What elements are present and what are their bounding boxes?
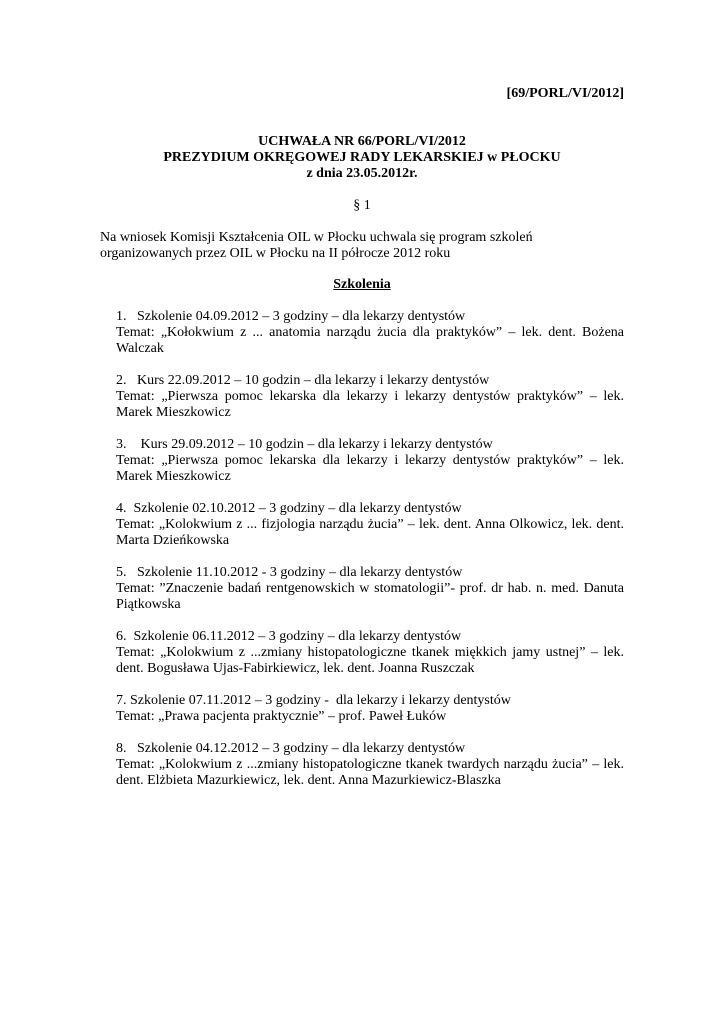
issuing-body: PREZYDIUM OKRĘGOWEJ RADY LEKARSKIEJ w PŁOCKU (163, 150, 561, 165)
resolution-header (100, 134, 624, 182)
intro-text: Na wniosek Komisji Kształcenia OIL w Płocku uchwala się program szkoleń organizowanych przez OIL w Płocku na II półrocze 2012 roku (100, 230, 533, 261)
training-list (116, 309, 624, 805)
training-topic: Temat: „Kołokwium z ... anatomia narządu żucia dla praktyków” – lek. dent. Bożena Walczak (116, 325, 624, 356)
training-heading: 6. Szkolenie 06.11.2012 – 3 godziny – dla lekarzy dentystów (116, 629, 462, 644)
training-heading: 3. Kurs 29.09.2012 – 10 godzin – dla lekarzy i lekarzy dentystów (116, 437, 493, 452)
document-reference: [69/PORL/VI/2012] (506, 86, 624, 101)
training-topic: Temat: ”Znaczenie badań rentgenowskich w stomatologii”- prof. dr hab. n. med. Danuta Piątkowska (116, 581, 624, 612)
list-item (116, 437, 624, 485)
training-heading: 1. Szkolenie 04.09.2012 – 3 godziny – dla lekarzy dentystów (116, 309, 466, 324)
training-heading: 5. Szkolenie 11.10.2012 - 3 godziny – dla lekarzy dentystów (116, 565, 463, 580)
resolution-date: z dnia 23.05.2012r. (306, 166, 418, 181)
resolution-number: UCHWAŁA NR 66/PORL/VI/2012 (258, 134, 466, 149)
list-item (116, 741, 624, 789)
training-heading: 8. Szkolenie 04.12.2012 – 3 godziny – dla lekarzy dentystów (116, 741, 466, 756)
training-heading: 4. Szkolenie 02.10.2012 – 3 godziny – dla lekarzy dentystów (116, 501, 462, 516)
training-topic: Temat: „Kolokwium z ... fizjologia narządu żucia” – lek. dent. Anna Olkowicz, lek. dent. Marta Dzieńkowska (116, 517, 624, 548)
training-topic: Temat: „Kolokwium z ...zmiany histopatologiczne tkanek miękkich jamy ustnej” – lek. dent. Bogusława Ujas-Fabirkiewicz, lek. dent. Joanna Ruszczak (116, 645, 624, 676)
training-topic: Temat: „Kolokwium z ...zmiany histopatologiczne tkanek twardych narządu żucia” – lek. dent. Elżbieta Mazurkiewicz, lek. dent. Anna Mazurkiewicz-Blaszka (116, 757, 624, 788)
list-item (116, 693, 624, 725)
section-title: Szkolenia (333, 277, 391, 292)
training-topic: Temat: „Pierwsza pomoc lekarska dla lekarzy i lekarzy dentystów praktyków” – lek. Marek Mieszkowicz (116, 389, 624, 420)
training-heading: 2. Kurs 22.09.2012 – 10 godzin – dla lekarzy i lekarzy dentystów (116, 373, 490, 388)
list-item (116, 629, 624, 677)
paragraph-sign: § 1 (353, 198, 371, 213)
training-heading: 7. Szkolenie 07.11.2012 – 3 godziny - dla lekarzy i lekarzy dentystów (116, 693, 511, 708)
list-item (116, 309, 624, 357)
list-item (116, 501, 624, 549)
training-topic: Temat: „Pierwsza pomoc lekarska dla lekarzy i lekarzy dentystów praktyków” – lek. Marek Mieszkowicz (116, 453, 624, 484)
training-topic: Temat: „Prawa pacjenta praktycznie” – prof. Paweł Łuków (116, 709, 447, 724)
list-item (116, 373, 624, 421)
list-item (116, 565, 624, 613)
